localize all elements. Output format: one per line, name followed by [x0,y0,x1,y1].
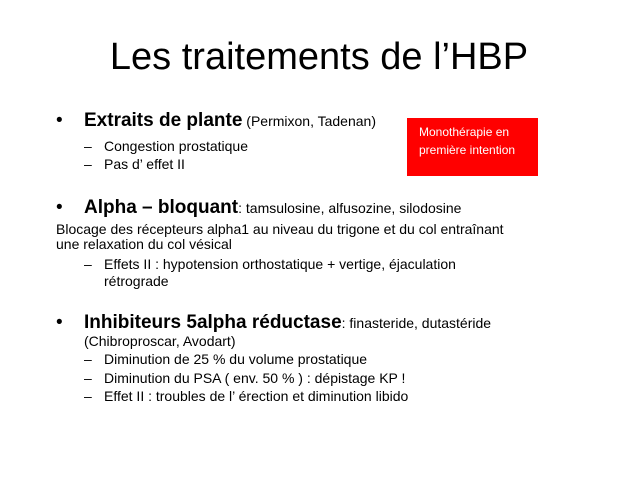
sub-item-text: Pas d’ effet II [104,156,185,172]
bullet-detail: : finasteride, dutastéride [341,315,492,331]
sub-item [84,256,456,273]
sub-item-text: Diminution de 25 % du volume prostatique [104,351,368,367]
sub-item [84,138,248,155]
paragraph-line: Blocage des récepteurs alpha1 au niveau du trigone et du col entraînant [56,221,504,237]
bullet-detail-continuation: (Chibroproscar, Avodart) [84,333,236,349]
dash-glyph: – [84,156,92,172]
bullet-inhibiteurs [56,312,491,334]
bullet-detail: (Permixon, Tadenan) [242,113,376,129]
sub-item [84,388,408,405]
bullet-detail: : tamsulosine, alfusozine, silodosine [238,200,462,216]
paragraph-line: une relaxation du col vésical [56,236,232,252]
sub-item [84,156,185,173]
bullet-alpha-bloquant [56,197,461,219]
sub-item [84,351,367,368]
bullet-glyph: • [56,197,63,218]
bullet-heading: Inhibiteurs 5alpha réductase [84,312,342,333]
bullet-glyph: • [56,312,63,333]
sub-item-text: Congestion prostatique [104,138,248,154]
sub-item [84,370,405,387]
bullet-heading: Extraits de plante [84,110,243,131]
callout-line: première intention [419,143,516,157]
sub-item-text: Effet II : troubles de l’ érection et diminution libido [104,388,409,404]
dash-glyph: – [84,138,92,154]
dash-glyph: – [84,388,92,404]
slide-title: Les traitements de l’HBP [109,36,529,78]
sub-item-text: Effets II : hypotension orthostatique + vertige, éjaculation [104,256,456,272]
dash-glyph: – [84,351,92,367]
sub-item-text: Diminution du PSA ( env. 50 % ) : dépistage KP ! [104,370,406,386]
monotherapie-callout [407,118,538,176]
callout-line: Monothérapie en [419,125,510,139]
bullet-glyph: • [56,110,63,131]
dash-glyph: – [84,256,92,272]
bullet-heading: Alpha – bloquant [84,197,239,218]
dash-glyph: – [84,370,92,386]
bullet-extraits-de-plante [56,110,376,132]
sub-item-continuation: rétrograde [104,273,169,289]
